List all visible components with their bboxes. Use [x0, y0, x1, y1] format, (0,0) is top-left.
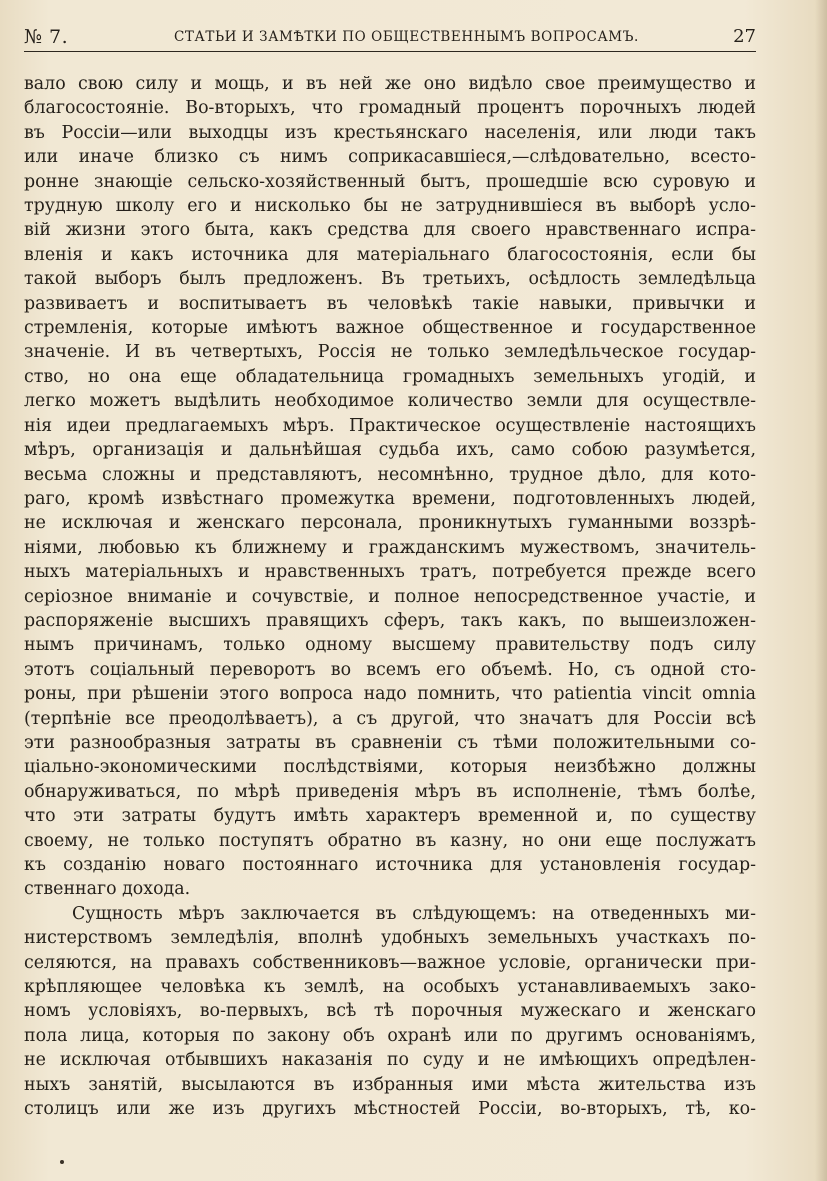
text-line: стремленія, которые имѣютъ важное общественное и государственное: [24, 318, 756, 339]
text-line: своему, не только поступятъ обратно въ казну, но они еще послужатъ: [24, 830, 756, 851]
text-line: ціально-экономическими послѣдствіями, которыя неизбѣжно должны: [24, 757, 756, 778]
text-line: нистерствомъ земледѣлія, вполнѣ удобныхъ земельныхъ участкахъ по-: [24, 928, 756, 949]
page-number: 27: [733, 26, 756, 47]
text-line: ныхъ матеріальныхъ и нравственныхъ тратъ, потребуется прежде всего: [24, 562, 756, 583]
text-line: или иначе близко съ нимъ соприкасавшіеся,—слѣдовательно, всесто-: [24, 147, 756, 168]
text-line: (терпѣніе все преодолѣваетъ), а съ другой, что значатъ для Россіи всѣ: [24, 708, 756, 729]
running-header: [24, 22, 756, 52]
text-line: ныхъ занятій, высылаются въ избранныя ими мѣста жительства изъ: [24, 1074, 756, 1095]
text-line: что эти затраты будутъ имѣть характеръ временной и, по существу: [24, 806, 756, 827]
text-line: вало свою силу и мощь, и въ ней же оно видѣло свое преимущество и: [24, 74, 756, 94]
text-line: нія идеи предлагаемыхъ мѣръ. Практическое осуществленіе настоящихъ: [24, 415, 756, 436]
page-edge-shadow: [815, 0, 827, 1181]
text-line: вленія и какъ источника для матеріальнаго благосостоянія, если бы: [24, 244, 756, 265]
text-line: вій жизни этого быта, какъ средства для своего нравственнаго испра-: [24, 220, 756, 241]
running-title: СТАТЬИ И ЗАМѢТКИ ПО ОБЩЕСТВЕННЫМЪ ВОПРОСАМЪ.: [174, 29, 639, 45]
text-line: столицъ или же изъ другихъ мѣстностей Россіи, во-вторыхъ, тѣ, ко-: [24, 1099, 756, 1120]
text-line: ронне знающіе сельско-хозяйственный бытъ, прошедшіе всю суровую и: [24, 171, 756, 192]
body-text: [24, 72, 756, 1121]
text-line: Сущность мѣръ заключается въ слѣдующемъ: на отведенныхъ ми-: [72, 903, 756, 924]
ink-speck: [60, 1160, 64, 1164]
text-line: нымъ причинамъ, только одному высшему правительству подъ силу: [24, 635, 756, 656]
text-line: мѣръ, организація и дальнѣйшая судьба ихъ, само собою разумѣется,: [24, 440, 756, 461]
text-line: эти разнообразныя затраты въ сравненіи съ тѣми положительными со-: [24, 732, 756, 753]
text-line: ственнаго дохода.: [24, 879, 191, 900]
text-line: роны, при рѣшеніи этого вопроса надо помнить, что patientia vincit omnia: [24, 684, 756, 705]
text-line: въ Россіи—или выходцы изъ крестьянскаго населенія, или люди такъ: [24, 122, 756, 143]
text-line: не исключая отбывшихъ наказанія по суду и не имѣющихъ опредѣлен-: [24, 1050, 756, 1071]
text-line: ство, но она еще обладательница громадныхъ земельныхъ угодій, и: [24, 366, 756, 387]
text-line: благосостояніе. Во-вторыхъ, что громадный процентъ порочныхъ людей: [24, 98, 756, 119]
text-line: распоряженіе высшихъ правящихъ сферъ, такъ какъ, по вышеизложен-: [24, 610, 756, 631]
text-line: трудную школу его и нисколько бы не затруднившіеся въ выборѣ усло-: [24, 196, 756, 217]
text-line: ніями, любовью къ ближнему и гражданскимъ мужествомъ, значитель-: [24, 537, 756, 558]
text-line: такой выборъ былъ предложенъ. Въ третьихъ, осѣдлость земледѣльца: [24, 269, 756, 290]
text-line: къ созданію новаго постояннаго источника для установленія государ-: [24, 855, 756, 875]
text-line: развиваетъ и воспитываетъ въ человѣкѣ такіе навыки, привычки и: [24, 293, 756, 314]
text-line: этотъ соціальный переворотъ во всемъ его объемѣ. Но, съ одной сто-: [24, 659, 756, 680]
issue-number: № 7.: [24, 26, 69, 48]
text-line: пола лица, которыя по закону объ охранѣ или по другимъ основаніямъ,: [24, 1025, 756, 1046]
text-line: легко можетъ выдѣлить необходимое количество земли для осуществле-: [24, 391, 756, 412]
text-line: обнаруживаться, по мѣрѣ приведенія мѣръ въ исполненіе, тѣмъ болѣе,: [24, 781, 756, 802]
text-line: селяются, на правахъ собственниковъ—важное условіе, органически при-: [24, 952, 756, 973]
text-line: серіозное вниманіе и сочувствіе, и полное непосредственное участіе, и: [24, 586, 756, 607]
text-line: раго, кромѣ извѣстнаго промежутка времени, подготовленныхъ людей,: [24, 488, 756, 509]
header-rule: [24, 51, 756, 52]
text-line: номъ условіяхъ, во-первыхъ, всѣ тѣ порочныя мужескаго и женскаго: [24, 1001, 756, 1022]
text-line: не исключая и женскаго персонала, проникнутыхъ гуманными воззрѣ-: [24, 513, 756, 534]
text-line: крѣпляющее человѣка къ землѣ, на особыхъ устанавливаемыхъ зако-: [24, 977, 756, 998]
text-line: значеніе. И въ четвертыхъ, Россія не только земледѣльческое государ-: [24, 342, 756, 363]
text-line: весьма сложны и представляютъ, несомнѣнно, трудное дѣло, для кото-: [24, 464, 756, 485]
